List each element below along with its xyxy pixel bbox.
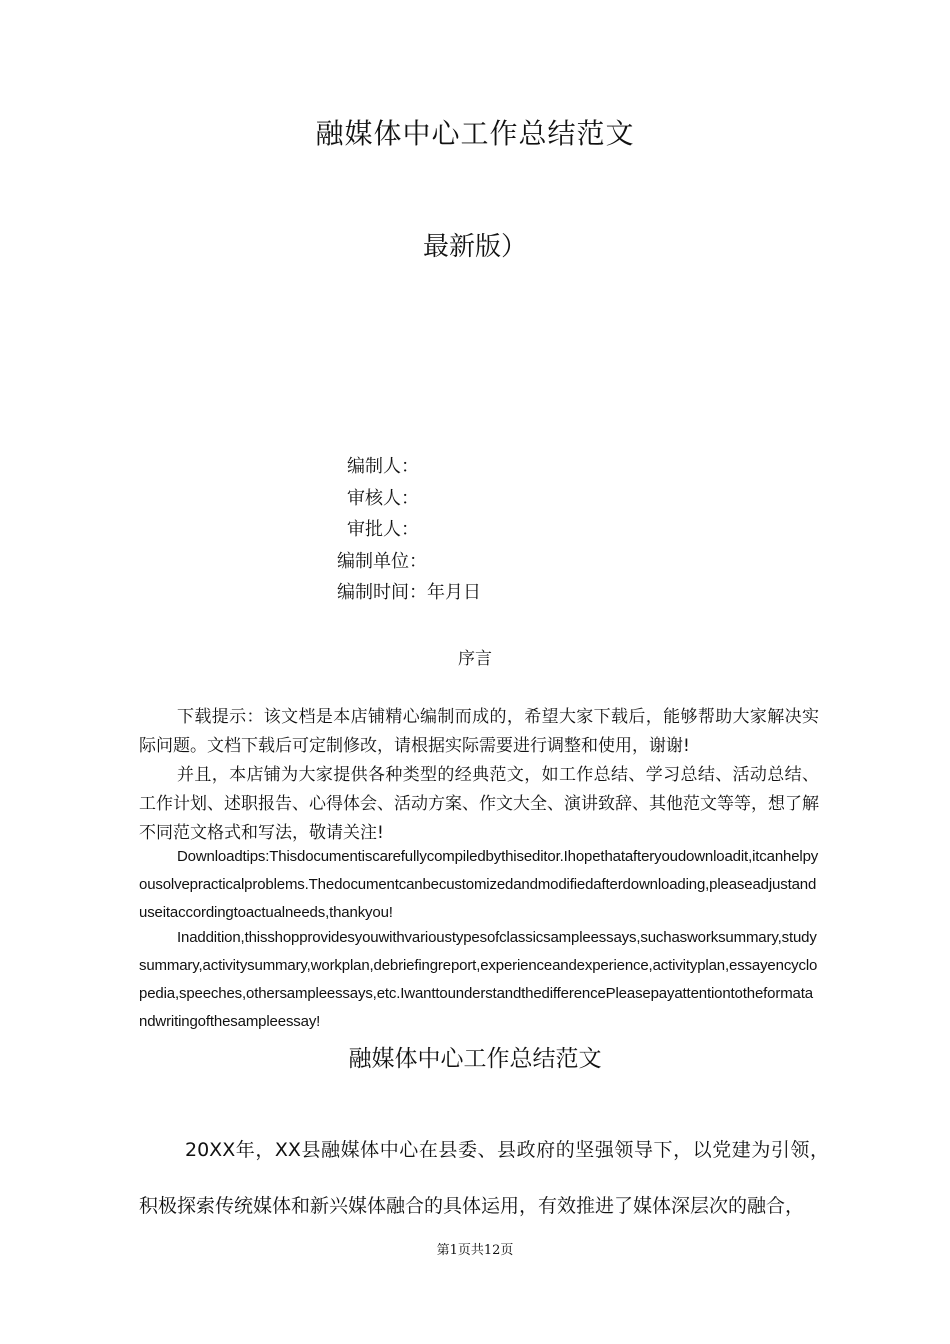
document-subtitle: 最新版） (422, 232, 527, 262)
document-title: 融媒体中心工作总结范文 (315, 117, 635, 150)
body-paragraph: 20XX年，XX县融媒体中心在县委、县政府的坚强领导下，以党建为引领，积极探索传统媒体和新兴媒体融合的具体运用，有效推进了媒体深层次的融合， (139, 1139, 829, 1217)
meta-unit: 编制单位： (337, 551, 427, 572)
preface-paragraph-cn-1: 下载提示：该文档是本店铺精心编制而成的，希望大家下载后，能够帮助大家解决实际问题。文档下载后可定制修改，请根据实际需要进行调整和使用，谢谢! (139, 707, 819, 756)
meta-approver: 审批人： (347, 519, 419, 540)
page-footer: 第1页共12页 (436, 1243, 514, 1258)
preface-heading: 序言 (458, 649, 492, 669)
meta-editor: 编制人： (347, 456, 419, 477)
preface-paragraph-en-2: Inaddition,thisshopprovidesyouwithvarioustypesofclassicsampleessays,suchasworksummary,studysummary,activitysummary,workplan,debriefingreport,experienceandexperience,activityplan,essayencyclopedia,speeches,othersampleessays,etc.IwanttounderstandthedifferencePleasepayattentiontotheformatandwritingofthesampleessay! (139, 929, 818, 1030)
preface-paragraph-en-1: Downloadtips:Thisdocumentiscarefullycompiledbythiseditor.Ihopethatafteryoudownloadit,itcanhelpyousolvepracticalproblems.Thedocumentcanbecustomizedandmodifiedafterdownloading,pleaseadjustanduseitaccordingtoactualneeds,thankyou! (139, 848, 819, 921)
preface-paragraph-cn-2: 并且，本店铺为大家提供各种类型的经典范文，如工作总结、学习总结、活动总结、工作计划、述职报告、心得体会、活动方案、作文大全、演讲致辞、其他范文等等，想了解不同范文格式和写法，敬请关注! (139, 765, 819, 843)
body-title: 融媒体中心工作总结范文 (348, 1046, 602, 1072)
meta-time: 编制时间：年月日 (337, 582, 481, 603)
meta-reviewer: 审核人： (347, 488, 419, 509)
